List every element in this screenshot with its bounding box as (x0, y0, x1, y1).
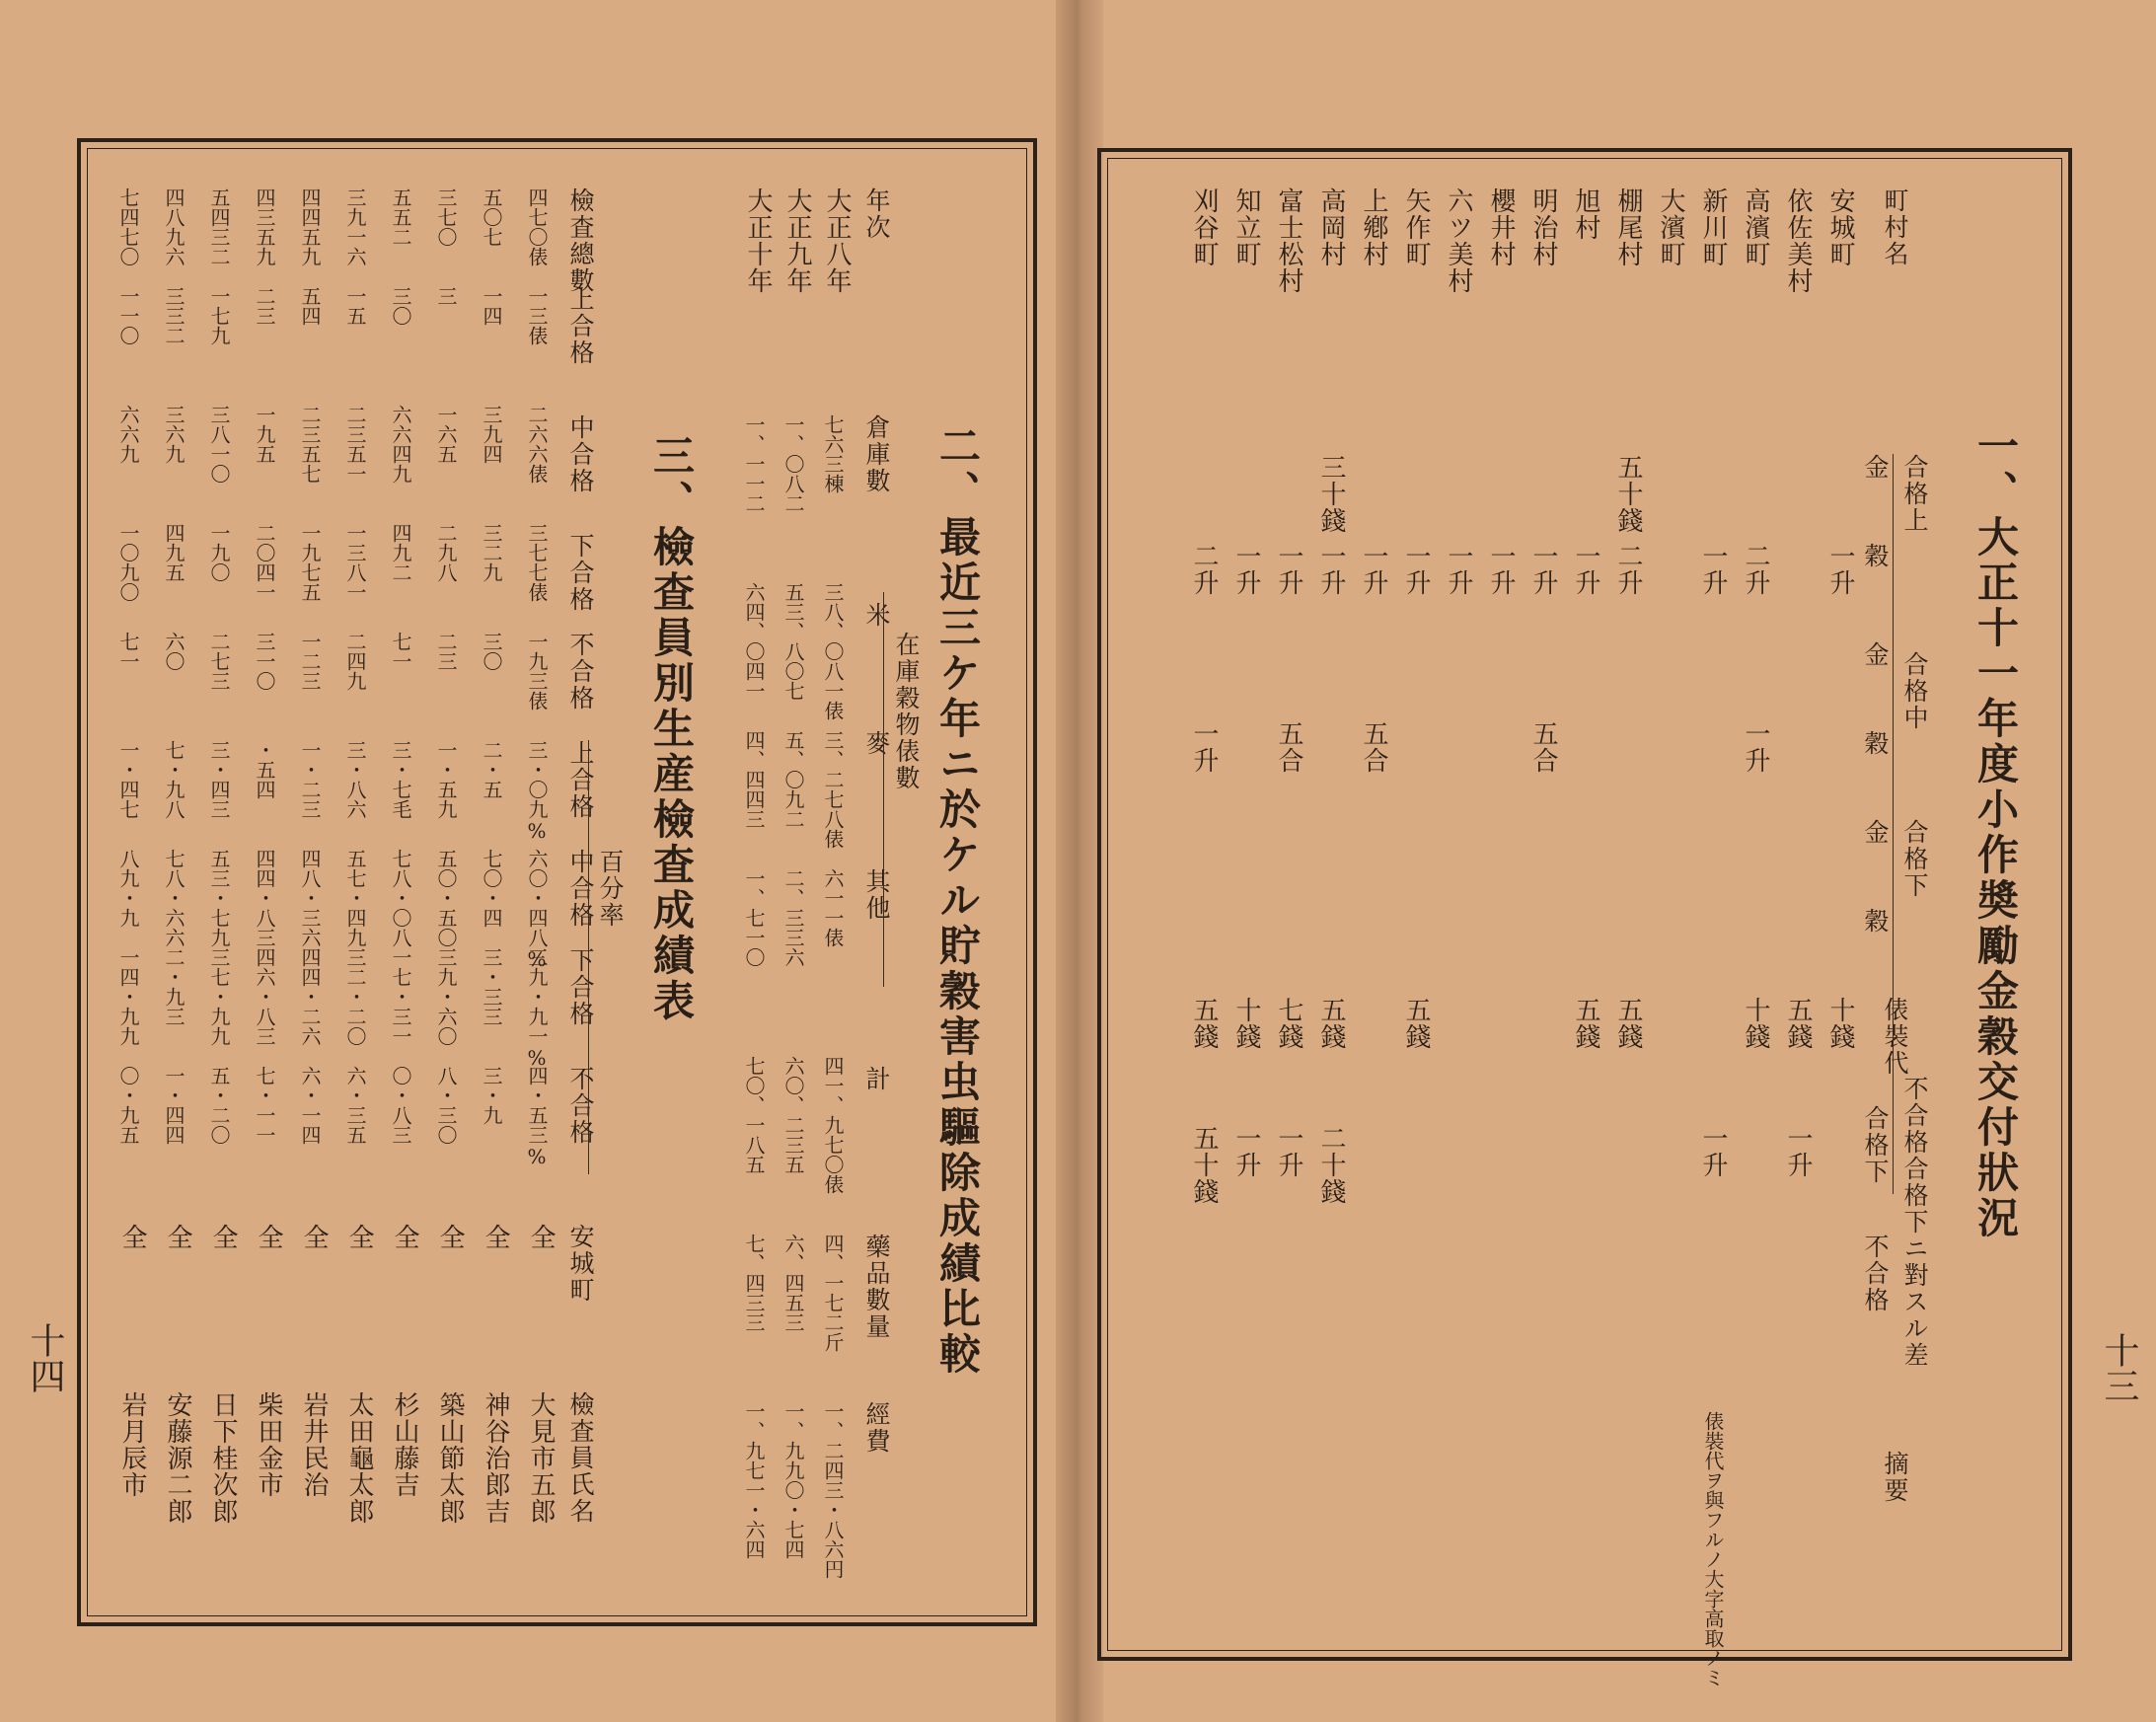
s1-row-g1m: 三十錢 (1316, 454, 1346, 534)
s3-row-fail: 二四九 (343, 632, 367, 691)
s3-row-mid: 三六九 (162, 405, 186, 464)
s3-row-top: 一七九 (207, 286, 231, 345)
s2-row-chem: 四、一七二斤 (821, 1234, 845, 1352)
s2-row-total: 七〇、一八五 (742, 1056, 766, 1174)
s3-row-p_fail: 六・一四 (298, 1066, 322, 1145)
s1-row-town: 知立町 (1231, 187, 1261, 267)
s2-row-other: 一、七一〇 (742, 868, 766, 967)
section2-title: 二、最近三ケ年ニ於ケル貯穀害虫驅除成績比較 (933, 424, 982, 1378)
s2-row-cost: 一、九九〇・七四 (781, 1401, 805, 1559)
s1-row-town: 六ツ美村 (1444, 187, 1473, 294)
s1-row-town: 安城町 (1825, 187, 1855, 267)
s3-row-total: 五〇七 (480, 187, 503, 247)
s2-row-year: 大正八年 (822, 187, 852, 294)
s1-row-bag: 十錢 (1741, 997, 1770, 1050)
s3-rate-rule (588, 740, 589, 1174)
s3-row-p_top: ・五四 (253, 740, 276, 799)
s3-row-total: 五四三二 (207, 187, 231, 266)
s3-row-fail: 三〇 (480, 632, 503, 671)
s1-row-bag: 七錢 (1274, 997, 1303, 1050)
s1-row-g1g: 一升 (1231, 543, 1261, 596)
s3-row-p_top: 一・五九 (434, 740, 458, 819)
s3-row-p_mid: 七八・六六 (162, 849, 186, 947)
s3-row-mid: 三九四 (480, 405, 503, 464)
s3-row-p_mid: 七八・〇八 (389, 849, 412, 947)
s3-row-mid: 二三五七 (298, 405, 322, 484)
s3-row-top: 五四 (298, 286, 322, 326)
s1-row-bag: 五錢 (1316, 997, 1346, 1050)
s3-row-p_mid: 五七・四九 (343, 849, 367, 947)
s3-row-p_mid: 七〇・四 (480, 849, 503, 928)
s2-row-chem: 六、四五三 (781, 1234, 805, 1332)
s1-row-bag: 十錢 (1825, 997, 1855, 1050)
s3-row-p_top: 七・九八 (162, 740, 186, 819)
right-page-number: 十三 (2099, 1332, 2139, 1403)
s2-row-rice: 三八、〇八一俵 (821, 582, 845, 720)
s3-row-p_low: 二・九三 (162, 947, 186, 1026)
s3-col-plow: 下合格 (566, 947, 595, 1027)
s1-row-bag: 五錢 (1189, 997, 1219, 1050)
s3-row-name: 岩井民治 (299, 1391, 329, 1498)
s1-col-diff-b: 不合格 (1861, 1234, 1890, 1313)
s3-row-name: 柴田金市 (254, 1391, 283, 1498)
s3-row-low: 一九七五 (298, 523, 322, 602)
s3-row-total: 三九一六 (343, 187, 367, 266)
s3-row-p_mid: 四四・八三 (253, 849, 276, 947)
s3-row-town: 全 (117, 1224, 147, 1250)
s3-row-name: 太田龜太郎 (344, 1391, 374, 1525)
s2-row-total: 六〇、二三五 (781, 1056, 805, 1174)
s1-row-town: 富士松村 (1274, 187, 1303, 294)
s1-row-g1g: 一升 (1444, 543, 1473, 596)
s3-row-p_low: 三・三三 (480, 947, 503, 1026)
s3-row-p_low: 三九・九一% (525, 947, 549, 1070)
s2-col-wheat: 麥 (862, 730, 891, 757)
s3-row-p_fail: 〇・九五 (116, 1066, 140, 1145)
left-page (0, 0, 1061, 1722)
s2-row-year: 大正十年 (743, 187, 773, 294)
s3-row-town: 全 (390, 1224, 419, 1250)
s3-row-fail: 一九三俵 (525, 632, 549, 711)
s3-row-p_top: 三・七毛 (389, 740, 412, 819)
s3-row-town: 全 (526, 1224, 556, 1250)
s2-col-rice: 米 (862, 602, 891, 629)
s3-row-p_low: 四六・八三 (253, 947, 276, 1046)
s1-row-g1g: 一升 (1571, 543, 1600, 596)
s3-row-top: 二三 (253, 286, 276, 326)
s1-row-town: 櫻井村 (1486, 187, 1516, 267)
s1-row-g1g: 二升 (1189, 543, 1219, 596)
s1-row-g1g: 一升 (1698, 543, 1728, 596)
s2-row-warehouses: 一、〇八二 (781, 414, 805, 513)
s1-row-town: 新川町 (1698, 187, 1728, 267)
s3-row-name: 安藤源二郎 (163, 1391, 192, 1525)
s3-row-town: 全 (435, 1224, 465, 1250)
s3-row-p_mid: 五三・七九 (207, 849, 231, 947)
s3-row-p_fail: 一・四四 (162, 1066, 186, 1145)
s1-col-diff: 不合格合格下ニ對スル差 (1900, 1076, 1929, 1369)
s1-col-bag: 俵裝代 (1881, 997, 1909, 1077)
s3-row-total: 四八九六 (162, 187, 186, 266)
s3-col-pmid: 中合格 (566, 849, 595, 929)
s3-row-p_low: 三七・九九 (207, 947, 231, 1046)
s3-row-low: 三二九 (480, 523, 503, 582)
s3-row-name: 大見市五郎 (526, 1391, 556, 1525)
s3-row-low: 一〇九〇 (116, 523, 140, 602)
s2-row-year: 大正九年 (782, 187, 812, 294)
s3-col-pfail: 不合格 (566, 1066, 595, 1146)
s3-row-fail: 二三 (434, 632, 458, 671)
s3-row-total: 五五二 (389, 187, 412, 247)
s3-row-low: 一三八一 (343, 523, 367, 602)
s1-row-g1m: 五十錢 (1613, 454, 1643, 534)
s1-row-g1g: 二升 (1741, 543, 1770, 596)
s3-col-top: 上合格 (566, 286, 595, 366)
s1-row-g2g: 五合 (1528, 720, 1558, 774)
s3-row-name: 神谷治郎吉 (481, 1391, 510, 1525)
s1-row-diff: 二十錢 (1316, 1125, 1346, 1205)
s3-rate-label: 百分率 (596, 849, 625, 929)
s2-group-stock: 在庫穀物俵數 (892, 632, 921, 791)
s1-col-note: 摘要 (1881, 1451, 1909, 1504)
s3-row-p_mid: 八九・九 (116, 849, 140, 928)
s3-row-top: 三三二 (162, 286, 186, 345)
s1-col-g2-money: 金 (1861, 641, 1890, 668)
s1-row-g2g: 五合 (1359, 720, 1388, 774)
s3-row-mid: 二六六俵 (525, 405, 549, 484)
s3-row-top: 一五 (343, 286, 367, 326)
s3-row-p_mid: 四八・三六 (298, 849, 322, 947)
s3-row-p_low: 四四・二六 (298, 947, 322, 1046)
s1-row-diff: 一升 (1231, 1125, 1261, 1178)
s1-col-g1-grain: 穀 (1861, 543, 1890, 569)
s3-row-low: 一九〇 (207, 523, 231, 582)
s3-row-p_fail: 五・二〇 (207, 1066, 231, 1145)
s3-row-p_fail: 六・三五 (343, 1066, 367, 1145)
s3-row-fail: 六〇 (162, 632, 186, 671)
s3-row-p_top: 一・二三 (298, 740, 322, 819)
s3-row-top: 三〇 (389, 286, 412, 326)
s3-col-fail: 不合格 (566, 632, 595, 711)
s1-row-g1g: 一升 (1486, 543, 1516, 596)
s1-row-g1g: 一升 (1528, 543, 1558, 596)
s3-col-low: 下合格 (566, 533, 595, 613)
s3-row-top: 一四 (480, 286, 503, 326)
s3-row-p_mid: 五〇・五〇 (434, 849, 458, 947)
s1-row-town: 旭村 (1571, 187, 1600, 241)
s3-row-name: 築山節太郎 (435, 1391, 465, 1525)
s1-row-g1g: 二升 (1613, 543, 1643, 596)
s1-row-bag: 五錢 (1401, 997, 1431, 1050)
s1-row-bag: 五錢 (1571, 997, 1600, 1050)
s2-row-warehouses: 七六三棟 (821, 414, 845, 493)
book-gutter (1056, 0, 1103, 1722)
s3-row-fail: 七一 (389, 632, 412, 671)
s3-row-p_low: 一四・九九 (116, 947, 140, 1046)
s3-row-fail: 三一〇 (253, 632, 276, 691)
right-page (1097, 0, 2156, 1722)
s3-row-p_mid: 六〇・四八% (525, 849, 549, 971)
s1-row-g1g: 一升 (1825, 543, 1855, 596)
s3-row-low: 四九二 (389, 523, 412, 582)
s1-note-text: 俵裝代ヲ與フルノ大字高取ノミ (1701, 1411, 1725, 1687)
s3-row-mid: 一六五 (434, 405, 458, 464)
s2-col-cost: 經費 (862, 1401, 891, 1455)
s1-col-g3-money: 金 (1861, 819, 1890, 846)
s2-row-cost: 一、二四三・八六円 (821, 1401, 845, 1579)
s2-row-wheat: 三、二七八俵 (821, 730, 845, 849)
s1-row-town: 高濱町 (1741, 187, 1770, 267)
s3-row-top: 一一〇 (116, 286, 140, 345)
s3-col-ptop: 上合格 (566, 740, 595, 820)
s1-row-bag: 五錢 (1783, 997, 1813, 1050)
s1-row-town: 刈谷町 (1189, 187, 1219, 267)
s3-row-p_top: 三・四三 (207, 740, 231, 819)
s3-row-top: 三 (434, 286, 458, 306)
s3-row-p_low: 三二・二〇 (343, 947, 367, 1046)
s2-row-total: 四一、九七〇俵 (821, 1056, 845, 1194)
s2-col-warehouses: 倉庫數 (862, 414, 891, 494)
s3-row-total: 四四五九 (298, 187, 322, 266)
s3-col-total: 檢査總數 (566, 187, 595, 294)
s3-col-mid: 中合格 (566, 414, 595, 494)
s1-row-g2g: 五合 (1274, 720, 1303, 774)
section1-title: 一、大正十一年度小作奬勵金穀交付狀況 (1971, 424, 2020, 1241)
s1-row-town: 高岡村 (1316, 187, 1346, 267)
s3-row-low: 三七七俵 (525, 523, 549, 602)
s2-row-rice: 六四、〇四一 (742, 582, 766, 701)
s1-row-town: 明治村 (1528, 187, 1558, 267)
s2-row-chem: 七、四三三 (742, 1234, 766, 1332)
s2-row-warehouses: 一、一一二 (742, 414, 766, 513)
s1-row-town: 上鄕村 (1359, 187, 1388, 267)
s3-row-p_fail: 八・三〇 (434, 1066, 458, 1145)
s3-row-p_fail: 七・一一 (253, 1066, 276, 1145)
s1-col-g3: 合格下 (1900, 819, 1929, 899)
s3-row-total: 四三五九 (253, 187, 276, 266)
s3-row-mid: 三八一〇 (207, 405, 231, 484)
section3-title: 三、檢查員別生産檢査成績表 (647, 434, 696, 1024)
s3-row-town: 全 (299, 1224, 329, 1250)
s3-row-town: 全 (208, 1224, 238, 1250)
s3-row-mid: 六六四九 (389, 405, 412, 484)
s3-row-name: 杉山藤吉 (390, 1391, 419, 1498)
s3-row-p_fail: 〇・八三 (389, 1066, 412, 1145)
s2-row-wheat: 五、〇九二 (781, 730, 805, 829)
s2-row-other: 六一一俵 (821, 868, 845, 947)
s3-row-name: 日下桂次郎 (208, 1391, 238, 1525)
left-page-number: 十四 (25, 1322, 65, 1393)
s2-col-chem: 藥品數量 (862, 1234, 891, 1340)
s3-row-fail: 七一 (116, 632, 140, 671)
s1-col-g2: 合格中 (1900, 651, 1929, 731)
s3-row-p_top: 一・四七 (116, 740, 140, 819)
s1-row-diff: 一升 (1274, 1125, 1303, 1178)
s1-col-g2-grain: 穀 (1861, 730, 1890, 757)
s3-row-town: 全 (254, 1224, 283, 1250)
s2-row-wheat: 四、四四三 (742, 730, 766, 829)
s3-row-p_top: 二・五 (480, 740, 503, 799)
s1-row-g2g: 一升 (1741, 720, 1770, 774)
s3-row-total: 四七〇俵 (525, 187, 549, 266)
s1-col-g1-money: 金 (1861, 454, 1890, 481)
s2-col-year: 年次 (862, 187, 891, 241)
s3-row-town: 全 (163, 1224, 192, 1250)
s3-row-mid: 六六九 (116, 405, 140, 464)
s1-row-g1g: 一升 (1274, 543, 1303, 596)
s1-row-town: 棚尾村 (1613, 187, 1643, 267)
s1-row-g1g: 一升 (1401, 543, 1431, 596)
s2-row-cost: 一、九七一・六四 (742, 1401, 766, 1559)
s2-group-rule (883, 592, 884, 987)
s3-row-fail: 二七三 (207, 632, 231, 691)
s1-col-g1: 合格上 (1900, 454, 1929, 534)
s3-row-town: 全 (481, 1224, 510, 1250)
s1-row-g1g: 一升 (1359, 543, 1388, 596)
s3-row-p_low: 一七・三一 (389, 947, 412, 1046)
s3-row-fail: 一二三 (298, 632, 322, 691)
s3-row-p_top: 三・八六 (343, 740, 367, 819)
s3-row-low: 二〇四一 (253, 523, 276, 602)
s3-row-p_top: 三・〇九% (525, 740, 549, 843)
s1-row-bag: 十錢 (1231, 997, 1261, 1050)
s1-col-town: 町村名 (1881, 187, 1909, 267)
s2-row-other: 二、三三六 (781, 868, 805, 967)
s1-row-g2g: 一升 (1189, 720, 1219, 774)
s1-grade-rule (1893, 454, 1894, 1194)
s3-row-p_low: 三九・六〇 (434, 947, 458, 1046)
s3-row-total: 三七〇 (434, 187, 458, 247)
s3-row-mid: 一九五 (253, 405, 276, 464)
s1-row-bag: 五錢 (1613, 997, 1643, 1050)
s3-row-p_fail: 四・五三% (525, 1066, 549, 1168)
s3-col-town: 安城町 (566, 1224, 595, 1304)
s1-row-diff: 一升 (1783, 1125, 1813, 1178)
s1-row-diff: 五十錢 (1189, 1125, 1219, 1205)
s3-row-low: 四九五 (162, 523, 186, 582)
s1-row-town: 依佐美村 (1783, 187, 1813, 294)
s1-row-diff: 一升 (1698, 1125, 1728, 1178)
s3-row-total: 七四七〇 (116, 187, 140, 266)
s1-row-town: 矢作町 (1401, 187, 1431, 267)
s1-col-g3-grain: 穀 (1861, 908, 1890, 935)
right-page-frame (1097, 148, 2072, 1661)
s1-row-g1g: 一升 (1316, 543, 1346, 596)
s3-row-low: 二九八 (434, 523, 458, 582)
s2-row-rice: 五三、八〇七 (781, 582, 805, 701)
s3-row-top: 一三俵 (525, 286, 549, 345)
s1-row-town: 大濱町 (1656, 187, 1685, 267)
s1-col-diff-a: 合格下 (1861, 1105, 1890, 1185)
s2-col-total: 計 (862, 1066, 891, 1092)
s3-row-name: 岩月辰市 (117, 1391, 147, 1498)
s2-col-other: 其他 (862, 868, 891, 922)
s3-row-mid: 二三五一 (343, 405, 367, 484)
s3-col-inspector: 檢査員氏名 (566, 1391, 595, 1525)
s3-row-p_fail: 三・九 (480, 1066, 503, 1125)
s3-row-town: 全 (344, 1224, 374, 1250)
